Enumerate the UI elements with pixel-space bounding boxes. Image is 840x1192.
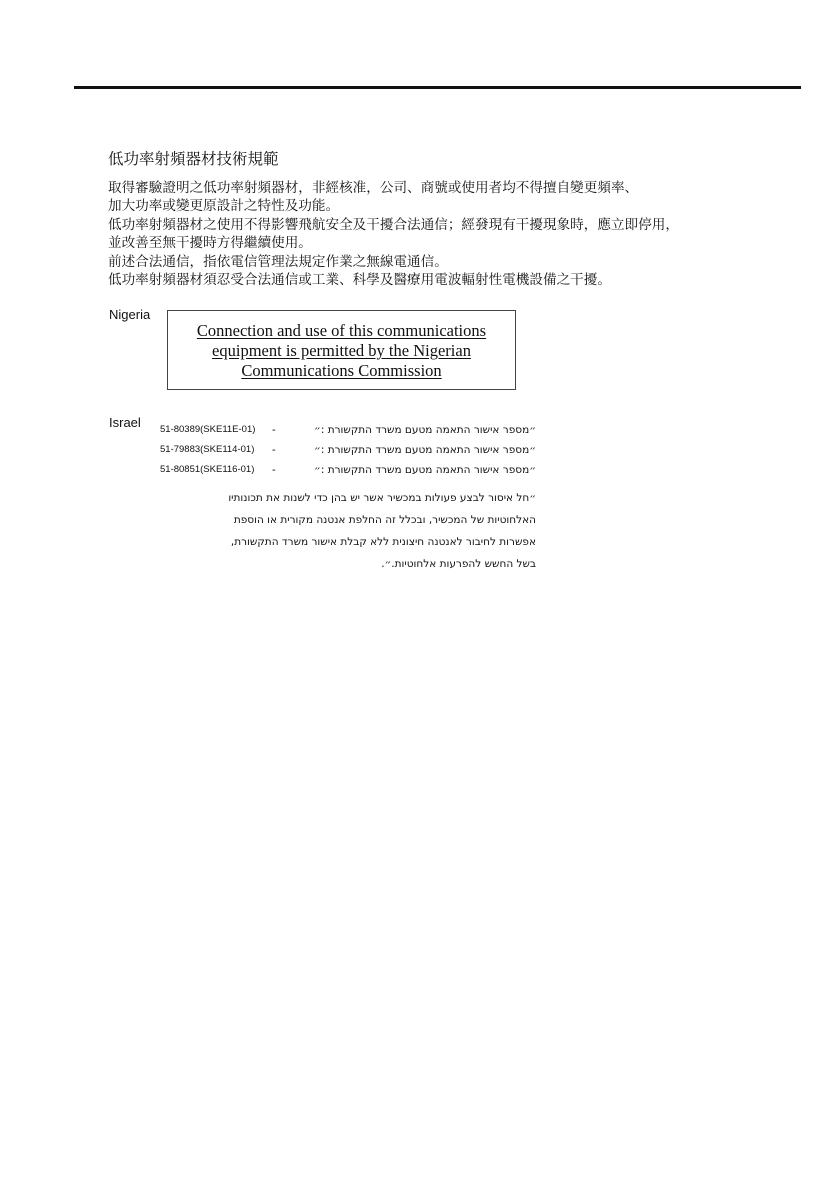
- israel-paragraph: [160, 487, 536, 575]
- nigeria-label: Nigeria: [109, 307, 151, 322]
- israel-paragraph-line: ״חל איסור לבצע פעולות במכשיר אשר יש בהן כדי לשנות את תכונותיו: [228, 492, 536, 504]
- israel-paragraph-line: אפשרות לחיבור לאנטנה חיצונית ללא קבלת אישור משרד התקשורת,: [230, 536, 536, 548]
- taiwan-line: 取得審驗證明之低功率射頻器材，非經核准，公司、商號或使用者均不得擅自變更頻率、: [108, 179, 639, 196]
- israel-section: [160, 421, 536, 575]
- taiwan-line: 低功率射頻器材之使用不得影響飛航安全及干擾合法通信；經發現有干擾現象時，應立即停用，: [108, 216, 679, 233]
- israel-paragraph-line: בשל החשש להפרעות אלחוטיות.״.: [381, 558, 536, 570]
- approval-code: 51-80389(SKE11E-01): [160, 424, 256, 435]
- approval-code: 51-80851(SKE116-01): [160, 464, 255, 475]
- approval-row: [160, 421, 536, 441]
- nigeria-notice-box: [167, 310, 516, 390]
- approval-code: 51-79883(SKE114-01): [160, 444, 255, 455]
- taiwan-line: 低功率射頻器材須忍受合法通信或工業、科學及醫療用電波輻射性電機設備之干擾。: [108, 272, 611, 288]
- israel-paragraph-line: האלחוטיות של המכשיר, ובכלל זה החלפת אנטנה מקורית או הוספת: [233, 514, 536, 526]
- taiwan-heading: 低功率射頻器材技術規範: [108, 150, 279, 168]
- nigeria-notice-line: equipment is permitted by the Nigerian: [212, 341, 471, 360]
- israel-label: Israel: [109, 415, 141, 430]
- approval-hebrew: ״מספר אישור התאמה מטעם משרד התקשורת :״: [314, 424, 536, 436]
- taiwan-line: 加大功率或變更原設計之特性及功能。: [108, 198, 340, 214]
- nigeria-notice-line: Connection and use of this communications: [196, 321, 487, 340]
- taiwan-ncc-section: [108, 150, 780, 290]
- approval-dash: -: [272, 444, 276, 456]
- approval-dash: -: [272, 424, 276, 436]
- approval-row: [160, 441, 536, 461]
- taiwan-line: 並改善至無干擾時方得繼續使用。: [108, 235, 312, 251]
- approval-hebrew: ״מספר אישור התאמה מטעם משרד התקשורת :״: [314, 444, 536, 456]
- approval-dash: -: [272, 464, 276, 476]
- nigeria-notice-line: Communications Commission: [241, 361, 442, 380]
- approval-row: [160, 461, 536, 481]
- header-rule: [74, 86, 801, 89]
- approval-hebrew: ״מספר אישור התאמה מטעם משרד התקשורת :״: [314, 464, 536, 476]
- taiwan-line: 前述合法通信，指依電信管理法規定作業之無線電通信。: [108, 253, 448, 270]
